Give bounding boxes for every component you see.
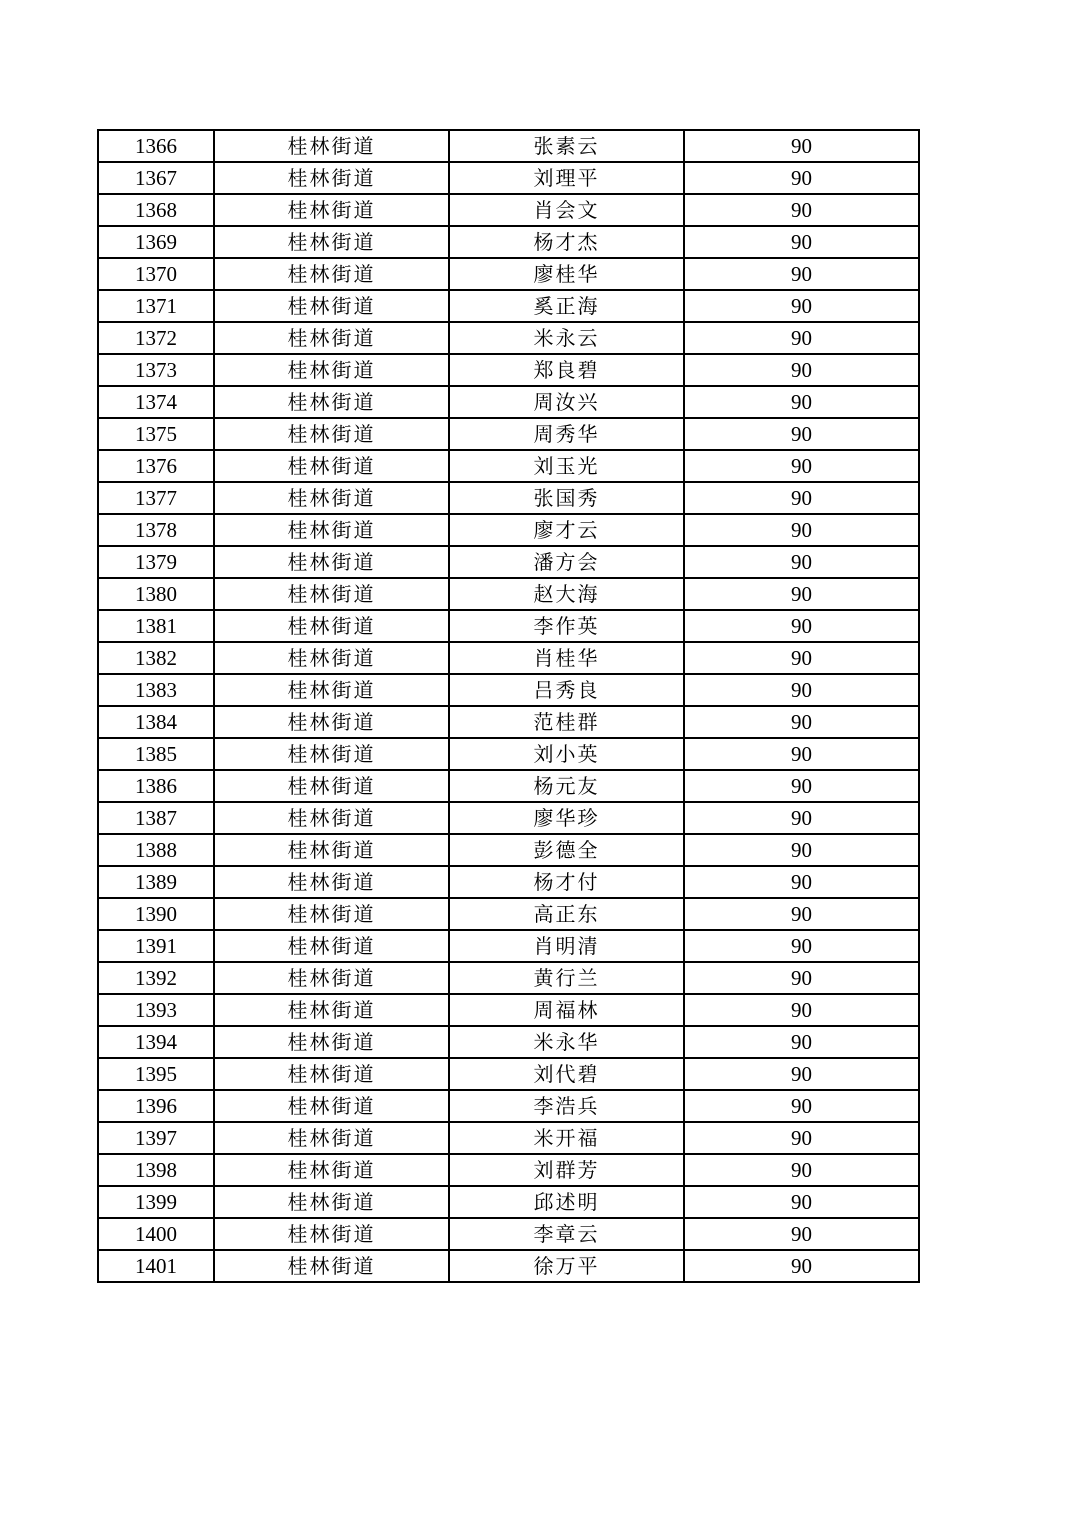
cell-number: 1389 xyxy=(98,866,214,898)
cell-number: 1387 xyxy=(98,802,214,834)
cell-number: 1392 xyxy=(98,962,214,994)
table-row xyxy=(98,514,919,546)
cell-score: 90 xyxy=(684,418,919,450)
cell-street: 桂林街道 xyxy=(214,1026,449,1058)
table-row xyxy=(98,1090,919,1122)
cell-score: 90 xyxy=(684,290,919,322)
cell-number: 1378 xyxy=(98,514,214,546)
cell-score: 90 xyxy=(684,258,919,290)
cell-street: 桂林街道 xyxy=(214,482,449,514)
cell-street: 桂林街道 xyxy=(214,642,449,674)
cell-score: 90 xyxy=(684,1058,919,1090)
cell-name: 廖桂华 xyxy=(449,258,684,290)
cell-name: 米开福 xyxy=(449,1122,684,1154)
cell-name: 吕秀良 xyxy=(449,674,684,706)
cell-score: 90 xyxy=(684,514,919,546)
cell-street: 桂林街道 xyxy=(214,162,449,194)
table-row xyxy=(98,450,919,482)
cell-number: 1401 xyxy=(98,1250,214,1282)
cell-name: 周福林 xyxy=(449,994,684,1026)
cell-name: 杨才付 xyxy=(449,866,684,898)
cell-number: 1399 xyxy=(98,1186,214,1218)
cell-score: 90 xyxy=(684,706,919,738)
cell-score: 90 xyxy=(684,930,919,962)
cell-score: 90 xyxy=(684,994,919,1026)
table-row xyxy=(98,866,919,898)
cell-score: 90 xyxy=(684,546,919,578)
table-row xyxy=(98,610,919,642)
cell-score: 90 xyxy=(684,898,919,930)
cell-name: 李浩兵 xyxy=(449,1090,684,1122)
cell-street: 桂林街道 xyxy=(214,834,449,866)
cell-street: 桂林街道 xyxy=(214,962,449,994)
cell-street: 桂林街道 xyxy=(214,1058,449,1090)
table-row xyxy=(98,770,919,802)
cell-number: 1366 xyxy=(98,130,214,162)
cell-name: 李作英 xyxy=(449,610,684,642)
cell-number: 1394 xyxy=(98,1026,214,1058)
cell-score: 90 xyxy=(684,1026,919,1058)
cell-name: 刘理平 xyxy=(449,162,684,194)
cell-street: 桂林街道 xyxy=(214,1154,449,1186)
cell-score: 90 xyxy=(684,578,919,610)
cell-street: 桂林街道 xyxy=(214,1186,449,1218)
table-row xyxy=(98,674,919,706)
cell-name: 刘小英 xyxy=(449,738,684,770)
cell-name: 肖桂华 xyxy=(449,642,684,674)
cell-number: 1372 xyxy=(98,322,214,354)
table-row xyxy=(98,994,919,1026)
table-row xyxy=(98,1026,919,1058)
cell-score: 90 xyxy=(684,962,919,994)
data-table xyxy=(97,129,920,1283)
cell-score: 90 xyxy=(684,386,919,418)
cell-score: 90 xyxy=(684,194,919,226)
cell-name: 肖会文 xyxy=(449,194,684,226)
cell-score: 90 xyxy=(684,1154,919,1186)
table-row xyxy=(98,290,919,322)
cell-street: 桂林街道 xyxy=(214,674,449,706)
cell-score: 90 xyxy=(684,1250,919,1282)
cell-name: 高正东 xyxy=(449,898,684,930)
table-row xyxy=(98,258,919,290)
cell-name: 周秀华 xyxy=(449,418,684,450)
table-row xyxy=(98,962,919,994)
table-row xyxy=(98,354,919,386)
cell-street: 桂林街道 xyxy=(214,386,449,418)
cell-name: 张素云 xyxy=(449,130,684,162)
cell-score: 90 xyxy=(684,1090,919,1122)
cell-score: 90 xyxy=(684,610,919,642)
table-row xyxy=(98,802,919,834)
cell-name: 米永云 xyxy=(449,322,684,354)
cell-number: 1380 xyxy=(98,578,214,610)
table-row xyxy=(98,322,919,354)
table-row xyxy=(98,642,919,674)
cell-street: 桂林街道 xyxy=(214,258,449,290)
cell-score: 90 xyxy=(684,1218,919,1250)
table-row xyxy=(98,578,919,610)
cell-street: 桂林街道 xyxy=(214,1218,449,1250)
cell-score: 90 xyxy=(684,450,919,482)
cell-number: 1376 xyxy=(98,450,214,482)
cell-number: 1371 xyxy=(98,290,214,322)
cell-score: 90 xyxy=(684,674,919,706)
cell-name: 肖明清 xyxy=(449,930,684,962)
cell-name: 赵大海 xyxy=(449,578,684,610)
cell-street: 桂林街道 xyxy=(214,994,449,1026)
table-row xyxy=(98,1058,919,1090)
cell-street: 桂林街道 xyxy=(214,738,449,770)
cell-number: 1390 xyxy=(98,898,214,930)
cell-street: 桂林街道 xyxy=(214,930,449,962)
cell-number: 1393 xyxy=(98,994,214,1026)
cell-score: 90 xyxy=(684,1122,919,1154)
cell-street: 桂林街道 xyxy=(214,1250,449,1282)
cell-name: 邱述明 xyxy=(449,1186,684,1218)
cell-name: 李章云 xyxy=(449,1218,684,1250)
table-row xyxy=(98,1250,919,1282)
cell-name: 刘群芳 xyxy=(449,1154,684,1186)
table-row xyxy=(98,1154,919,1186)
cell-score: 90 xyxy=(684,738,919,770)
cell-number: 1381 xyxy=(98,610,214,642)
cell-street: 桂林街道 xyxy=(214,290,449,322)
table-row xyxy=(98,386,919,418)
cell-street: 桂林街道 xyxy=(214,354,449,386)
cell-number: 1398 xyxy=(98,1154,214,1186)
table-row xyxy=(98,706,919,738)
cell-name: 黄行兰 xyxy=(449,962,684,994)
cell-street: 桂林街道 xyxy=(214,418,449,450)
cell-number: 1385 xyxy=(98,738,214,770)
cell-number: 1396 xyxy=(98,1090,214,1122)
cell-name: 奚正海 xyxy=(449,290,684,322)
cell-number: 1374 xyxy=(98,386,214,418)
cell-score: 90 xyxy=(684,802,919,834)
cell-score: 90 xyxy=(684,866,919,898)
cell-number: 1367 xyxy=(98,162,214,194)
cell-score: 90 xyxy=(684,162,919,194)
table-body xyxy=(98,130,919,1282)
cell-name: 刘代碧 xyxy=(449,1058,684,1090)
cell-number: 1379 xyxy=(98,546,214,578)
cell-name: 杨才杰 xyxy=(449,226,684,258)
cell-street: 桂林街道 xyxy=(214,450,449,482)
cell-score: 90 xyxy=(684,322,919,354)
cell-name: 廖才云 xyxy=(449,514,684,546)
cell-name: 米永华 xyxy=(449,1026,684,1058)
cell-street: 桂林街道 xyxy=(214,514,449,546)
cell-number: 1383 xyxy=(98,674,214,706)
cell-street: 桂林街道 xyxy=(214,546,449,578)
cell-name: 廖华珍 xyxy=(449,802,684,834)
cell-number: 1377 xyxy=(98,482,214,514)
cell-street: 桂林街道 xyxy=(214,866,449,898)
cell-number: 1369 xyxy=(98,226,214,258)
cell-number: 1395 xyxy=(98,1058,214,1090)
cell-score: 90 xyxy=(684,226,919,258)
cell-number: 1384 xyxy=(98,706,214,738)
table-row xyxy=(98,226,919,258)
table-row xyxy=(98,162,919,194)
cell-name: 刘玉光 xyxy=(449,450,684,482)
cell-name: 张国秀 xyxy=(449,482,684,514)
cell-score: 90 xyxy=(684,1186,919,1218)
cell-number: 1391 xyxy=(98,930,214,962)
cell-number: 1368 xyxy=(98,194,214,226)
cell-score: 90 xyxy=(684,354,919,386)
cell-number: 1388 xyxy=(98,834,214,866)
cell-number: 1386 xyxy=(98,770,214,802)
cell-score: 90 xyxy=(684,482,919,514)
table-row xyxy=(98,546,919,578)
cell-street: 桂林街道 xyxy=(214,226,449,258)
cell-street: 桂林街道 xyxy=(214,802,449,834)
cell-name: 徐万平 xyxy=(449,1250,684,1282)
cell-street: 桂林街道 xyxy=(214,194,449,226)
cell-street: 桂林街道 xyxy=(214,1122,449,1154)
cell-name: 彭德全 xyxy=(449,834,684,866)
cell-name: 潘方会 xyxy=(449,546,684,578)
cell-number: 1397 xyxy=(98,1122,214,1154)
table-row xyxy=(98,834,919,866)
cell-street: 桂林街道 xyxy=(214,706,449,738)
cell-score: 90 xyxy=(684,130,919,162)
cell-number: 1375 xyxy=(98,418,214,450)
cell-street: 桂林街道 xyxy=(214,130,449,162)
cell-street: 桂林街道 xyxy=(214,770,449,802)
table-row xyxy=(98,1218,919,1250)
cell-number: 1400 xyxy=(98,1218,214,1250)
table-row xyxy=(98,738,919,770)
cell-number: 1373 xyxy=(98,354,214,386)
cell-name: 杨元友 xyxy=(449,770,684,802)
cell-street: 桂林街道 xyxy=(214,1090,449,1122)
cell-score: 90 xyxy=(684,834,919,866)
cell-name: 范桂群 xyxy=(449,706,684,738)
cell-number: 1382 xyxy=(98,642,214,674)
cell-street: 桂林街道 xyxy=(214,610,449,642)
table-row xyxy=(98,1186,919,1218)
cell-number: 1370 xyxy=(98,258,214,290)
table-row xyxy=(98,1122,919,1154)
table-row xyxy=(98,418,919,450)
table-row xyxy=(98,482,919,514)
cell-street: 桂林街道 xyxy=(214,578,449,610)
table-row xyxy=(98,930,919,962)
table-row xyxy=(98,898,919,930)
cell-name: 周汝兴 xyxy=(449,386,684,418)
table-row xyxy=(98,130,919,162)
cell-score: 90 xyxy=(684,642,919,674)
cell-name: 郑良碧 xyxy=(449,354,684,386)
cell-score: 90 xyxy=(684,770,919,802)
table-row xyxy=(98,194,919,226)
cell-street: 桂林街道 xyxy=(214,322,449,354)
cell-street: 桂林街道 xyxy=(214,898,449,930)
